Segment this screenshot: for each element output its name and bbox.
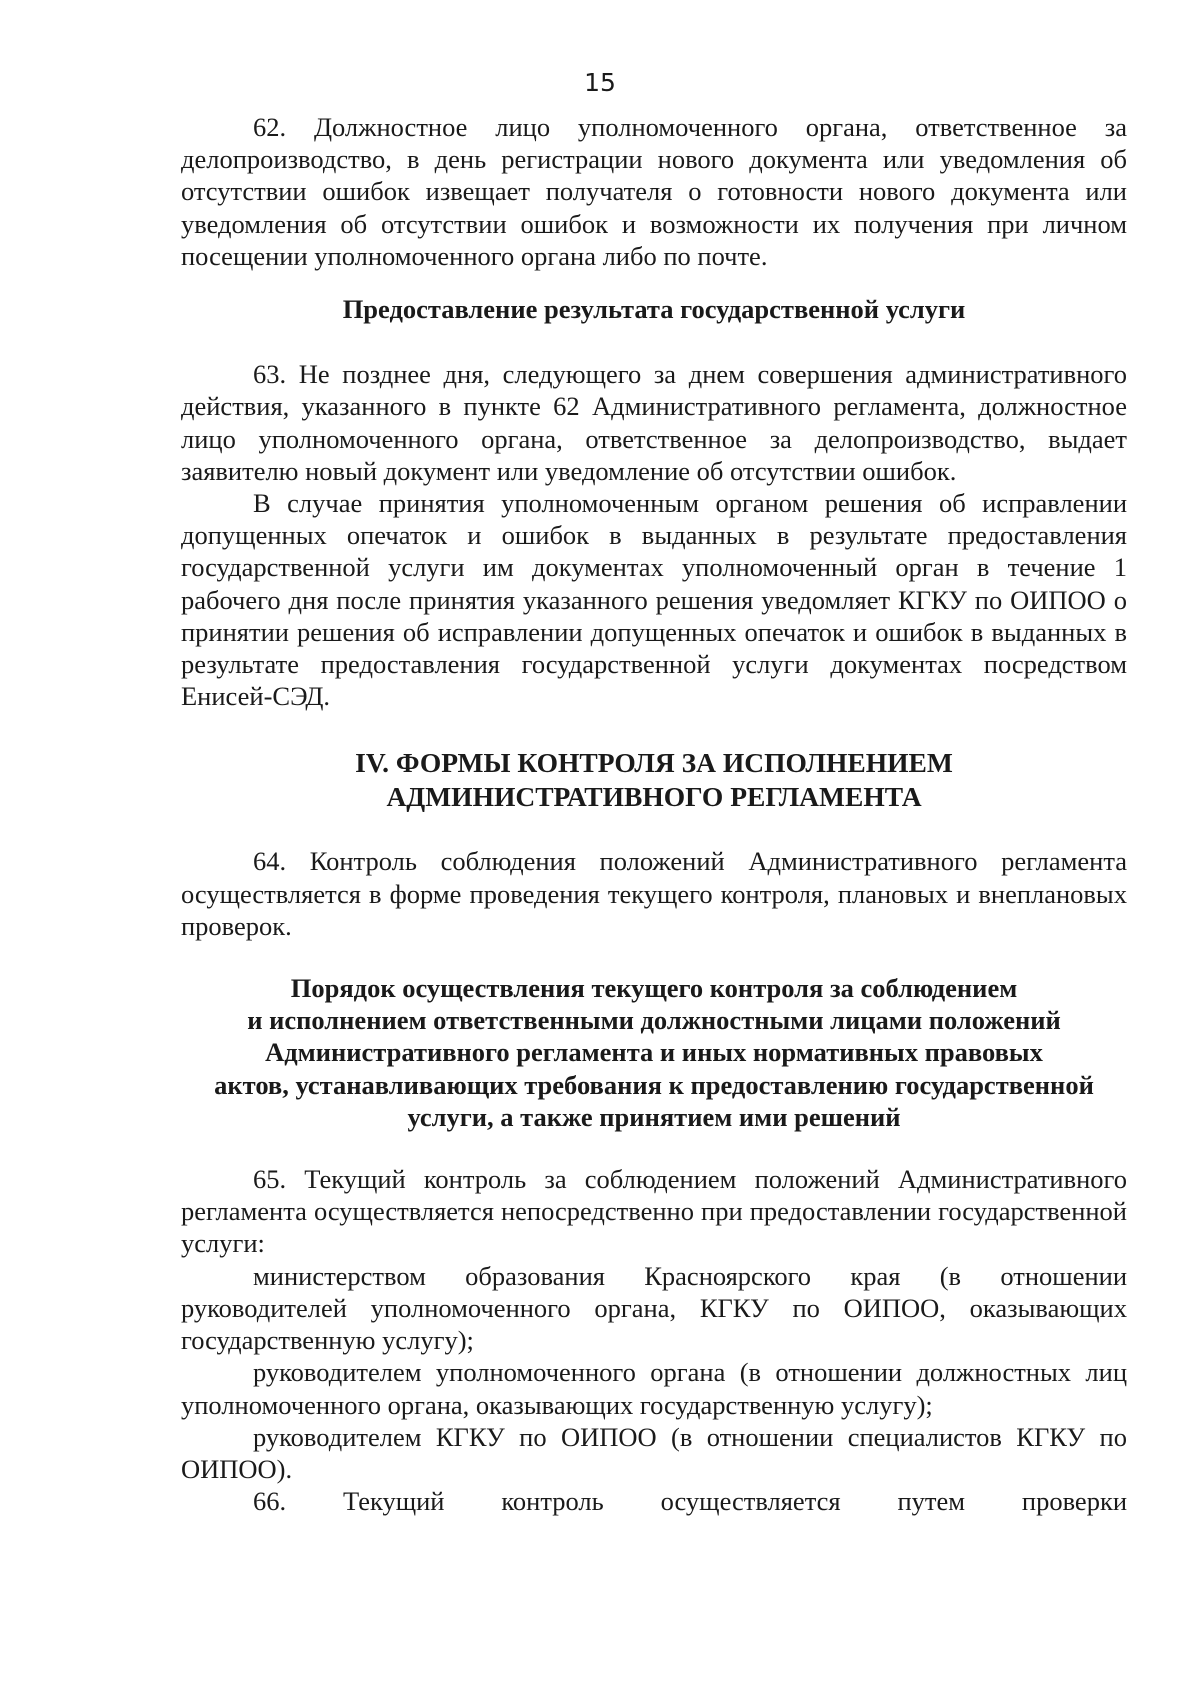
paragraph-63-continued: В случае принятия уполномоченным органом решения об исправлении допущенных опечаток и ошибок в выданных в результате предоставления государственной услуги им документах уполномоченный орган в течение 1 рабочего дня после принятия указанного решения уведомляет КГКУ по ОИПОО о принятии решения об исправлении допущенных опечаток и ошибок в выданных в результате предоставления государственной услуги документах посредством Енисей-СЭД.	[181, 488, 1127, 712]
paragraph-66: 66. Текущий контроль осуществляется путем проверки	[253, 1486, 1127, 1517]
paragraph-65-ministry: министерством образования Красноярского края (в отношении руководителей уполномоченного органа, КГКУ по ОИПОО, оказывающих государственную услугу);	[181, 1260, 1127, 1356]
section-heading-result: Предоставление результата государственной услуги	[342, 294, 966, 325]
heading-line-1: Порядок осуществления текущего контроля за соблюдением	[290, 973, 1018, 1004]
paragraph-65-head-kgku: руководителем КГКУ по ОИПОО (в отношении специалистов КГКУ по ОИПОО).	[181, 1421, 1127, 1484]
heading-line-3: Административного регламента и иных нормативных правовых	[265, 1037, 1043, 1068]
heading-line-2: и исполнением ответственными должностными лицами положений	[247, 1005, 1061, 1036]
page-number: 15	[584, 68, 616, 97]
chapter-heading-line-2: АДМИНИСТРАТИВНОГО РЕГЛАМЕНТА	[386, 781, 922, 813]
heading-line-4: актов, устанавливающих требования к предоставлению государственной	[214, 1069, 1094, 1100]
heading-line-5: услуги, а также принятием ими решений	[407, 1101, 901, 1132]
section-heading-current-control	[181, 972, 1127, 1133]
paragraph-65: 65. Текущий контроль за соблюдением положений Административного регламента осуществляется непосредственно при предоставлении государственной услуги:	[181, 1164, 1127, 1259]
paragraph-65-head-authority: руководителем уполномоченного органа (в отношении должностных лиц уполномоченного органа, оказывающих государственную услугу);	[181, 1357, 1127, 1420]
chapter-heading-line-1: IV. ФОРМЫ КОНТРОЛЯ ЗА ИСПОЛНЕНИЕМ	[355, 747, 953, 779]
document-body	[181, 111, 1127, 1517]
paragraph-63: 63. Не позднее дня, следующего за днем совершения административного действия, указанного в пункте 62 Административного регламента, должностное лицо уполномоченного органа, ответственное за делопроизводство, выдает заявителю новый документ или уведомление об отсутствии ошибок.	[181, 359, 1127, 486]
paragraph-64: 64. Контроль соблюдения положений Административного регламента осуществляется в форме проведения текущего контроля, плановых и внеплановых проверок.	[181, 846, 1127, 941]
chapter-heading	[181, 746, 1127, 814]
paragraph-62: 62. Должностное лицо уполномоченного органа, ответственное за делопроизводство, в день регистрации нового документа или уведомления об отсутствии ошибок извещает получателя о готовности нового документа или уведомления об отсутствии ошибок и возможности их получения при личном посещении уполномоченного органа либо по почте.	[181, 112, 1127, 271]
